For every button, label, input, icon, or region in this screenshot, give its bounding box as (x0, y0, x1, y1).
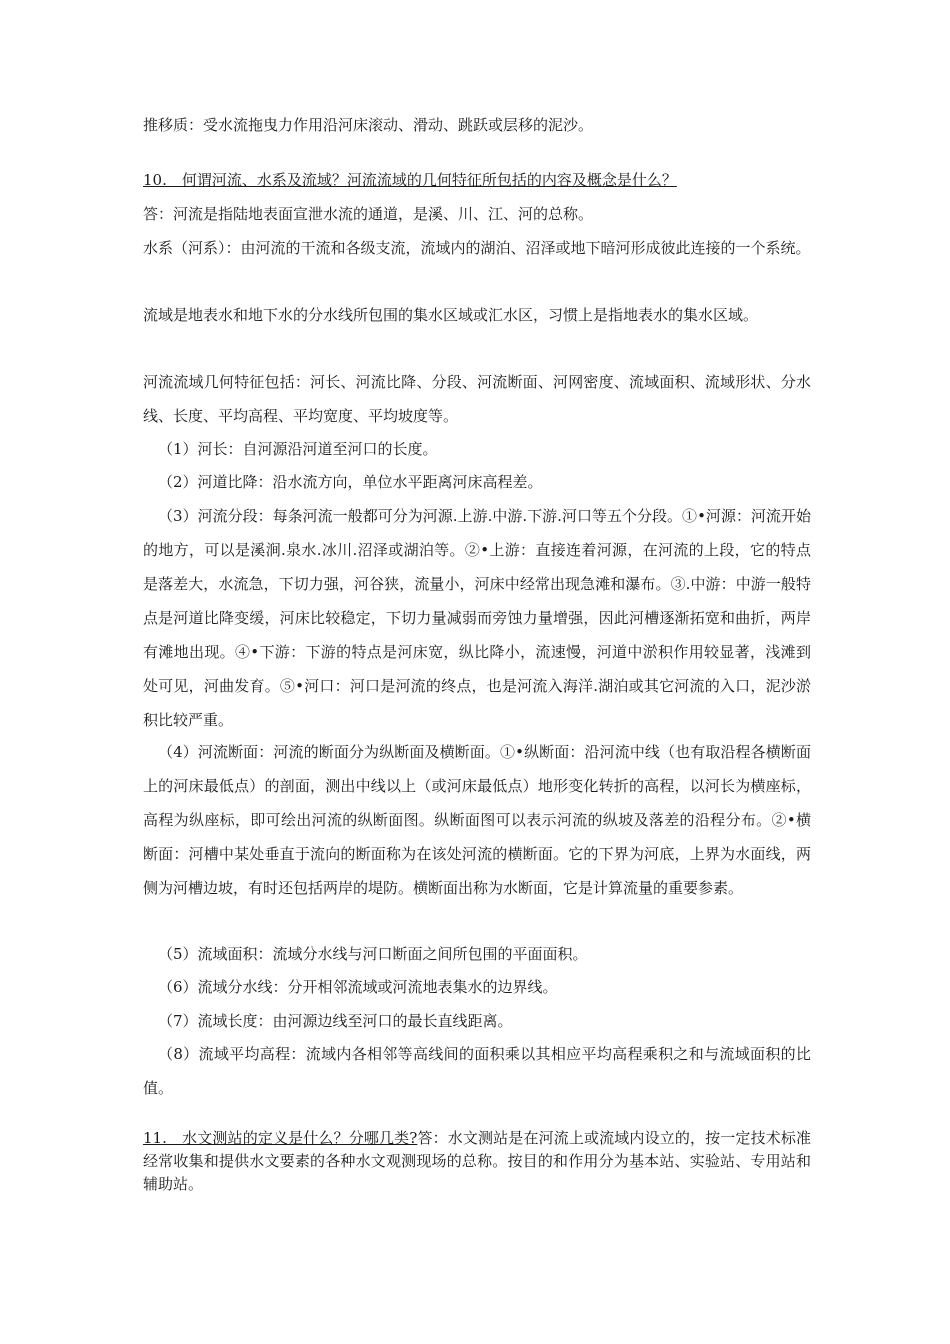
question-11-answer: 答：水文测站是在河流上或流域内设立的，按一定技术标准经常收集和提供水文要素的各种水文观测现场的总称。按目的和作用分为基本站、实验站、专用站和辅助站。 (143, 1129, 811, 1193)
list-item-basin-length: （7）流域长度：由河源边线至河口的最长直线距离。 (158, 1012, 513, 1030)
list-item-river-slope: （2）河道比降：沿水流方向，单位水平距离河床高程差。 (158, 473, 543, 491)
list-item-basin-area: （5）流域面积：流域分水线与河口断面之间所包围的平面面积。 (158, 945, 588, 963)
list-item-basin-mean-elevation: （8）流域平均高程：流域内各相邻等高线间的面积乘以其相应平均高程乘积之和与流域面积的比值。 (143, 1045, 811, 1097)
list-item-river-length: （1）河长：自河源沿河道至河口的长度。 (158, 440, 438, 458)
list-item-watershed-divide: （6）流域分水线：分开相邻流域或河流地表集水的边界线。 (158, 978, 558, 996)
paragraph-water-system: 水系（河系）：由河流的干流和各级支流，流域内的湖泊、沼泽或地下暗河形成彼此连接的一个系统。 (143, 239, 811, 257)
paragraph-basin-definition: 流域是地表水和地下水的分水线所包围的集水区域或汇水区，习惯上是指地表水的集水区域。 (143, 306, 759, 324)
paragraph-basin-features: 河流流域几何特征包括：河长、河流比降、分段、河流断面、河网密度、流域面积、流域形状、分水线、长度、平均高程、平均宽度、平均坡度等。 (143, 373, 811, 425)
question-11-heading: 11. 水文测站的定义是什么？分哪几类? (143, 1129, 418, 1147)
question-11-block (143, 1127, 811, 1196)
question-10-heading: 10. 何谓河流、水系及流域？河流流域的几何特征所包括的内容及概念是什么？ (143, 171, 677, 189)
list-item-river-sections: （3）河流分段：每条河流一般都可分为河源.上游.中游.下游.河口等五个分段。①•河源：河流开始的地方，可以是溪涧.泉水.冰川.沼泽或湖泊等。②•上游：直接连着河源，在河流的上段，它的特点是落差大，水流急，下切力强，河谷狭，流量小，河床中经常出现急滩和瀑布。③.中游：中游一般特点是河道比降变缓，河床比较稳定，下切力量减弱而旁蚀力量增强，因此河槽逐渐拓宽和曲折，两岸有滩地出现。④•下游：下游的特点是河床宽，纵比降小，流速慢，河道中淤积作用较显著，浅滩到处可见，河曲发育。⑤•河口：河口是河流的终点，也是河流入海洋.湖泊或其它河流的入口，泥沙淤积比较严重。 (143, 507, 811, 729)
list-item-river-cross-section: （4）河流断面：河流的断面分为纵断面及横断面。①•纵断面：沿河流中线（也有取沿程各横断面上的河床最低点）的剖面，测出中线以上（或河床最低点）地形变化转折的高程，以河长为横座标，高程为纵座标，即可绘出河流的纵断面图。纵断面图可以表示河流的纵坡及落差的沿程分布。②•横断面：河槽中某处垂直于流向的断面称为在该处河流的横断面。它的下界为河底，上界为水面线，两侧为河槽边坡，有时还包括两岸的堤防。横断面出称为水断面，它是计算流量的重要参素。 (143, 743, 811, 897)
paragraph-river-definition: 答：河流是指陆地表面宣泄水流的通道，是溪、川、江、河的总称。 (143, 205, 594, 223)
paragraph-bedload-definition: 推移质：受水流拖曳力作用沿河床滚动、滑动、跳跃或层移的泥沙。 (143, 116, 594, 134)
